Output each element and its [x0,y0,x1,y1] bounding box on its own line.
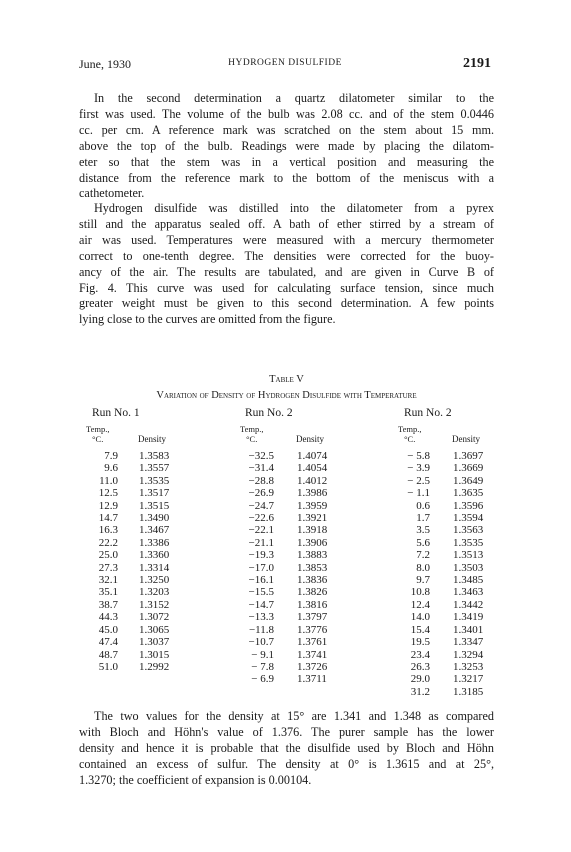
temp-header-run-2 [240,425,263,444]
density-cell: 1.3314 [139,561,170,574]
text-line: Hydrogen disulfide was distilled into the dilatometer from a pyrex [94,201,494,215]
temperature-cell: 44.3 [98,611,118,624]
text-line: density and hence it is probable that the disulfide used by Bloch and Höhn [79,740,494,755]
density-cell: 1.3741 [297,648,328,661]
density-cell: 1.3906 [297,536,328,549]
text-line: first was used. The volume of the bulb was 2.08 cc. and of the stem 0.0446 [79,106,494,121]
temperature-cell: −11.8 [248,623,274,636]
text-line: eter so that the stem was in a vertical position and measuring the [79,154,494,169]
density-cell: 1.3669 [453,462,484,475]
text-line: above the top of the bulb. Readings were made by placing the dilatom- [79,138,494,153]
temperature-cell: 47.4 [98,636,118,649]
density-cell: 1.3836 [297,574,328,587]
text-line: greater weight must be given to this second determination. A few points [79,296,494,311]
temperature-cell: 14.0 [410,611,430,624]
density-cell: 1.3726 [297,660,328,673]
density-cell: 1.3442 [453,598,484,611]
density-cell: 1.3535 [453,536,484,549]
text-line: 1.3270; the coefficient of expansion is 0.00104. [79,772,312,787]
temperature-cell: 32.1 [98,574,118,587]
temp-column-run-2 [230,450,274,686]
density-cell: 1.3826 [297,586,328,599]
density-cell: 1.3517 [139,487,170,500]
paragraph-dilatometer [79,91,494,202]
temp-header-unit: °C. [246,433,258,444]
density-cell: 1.3072 [139,611,170,624]
density-header-run-2: Density [296,434,324,444]
density-cell: 1.3583 [139,450,170,462]
temperature-cell: 23.4 [410,648,430,661]
density-header-run-3: Density [452,434,480,444]
density-cell: 1.3503 [453,561,484,574]
density-cell: 1.3217 [453,673,484,686]
temp-column-run-1 [76,450,118,673]
temperature-cell: −17.0 [248,561,274,574]
running-title: HYDROGEN DISULFIDE [228,58,342,68]
temperature-cell: 3.5 [416,524,430,537]
temperature-cell: −15.5 [248,586,274,599]
density-cell: 1.3776 [297,623,328,636]
text-line: ancy of the air. The results are tabulated, and are given in Curve B of [79,264,494,279]
density-cell: 1.3360 [139,549,170,562]
density-cell: 1.3557 [139,462,170,475]
density-header-run-1: Density [138,434,166,444]
density-cell: 1.3401 [453,623,484,636]
density-cell: 1.3386 [139,536,170,549]
table-title: Variation of Density of Hydrogen Disulfide with Temperature [156,390,417,401]
text-line: contained an excess of sulfur. The density at 0° is 1.3615 and at 25°, [79,756,494,771]
temperature-cell: 15.4 [410,623,430,636]
density-column-run-2 [297,450,347,686]
temperature-cell: 51.0 [98,660,118,673]
temperature-cell: 25.0 [98,549,118,562]
density-cell: 1.3485 [453,574,484,587]
density-cell: 1.3649 [453,474,484,487]
temperature-cell: − 2.5 [407,474,430,487]
temp-header-label: Temp., [240,424,264,434]
text-line: lying close to the curves are omitted from the figure. [79,312,336,327]
temperature-cell: 1.7 [416,512,430,525]
density-cell: 1.3250 [139,574,170,587]
temperature-cell: −16.1 [248,574,274,587]
temp-header-unit: °C. [92,433,104,444]
temperature-cell: 16.3 [98,524,118,537]
temperature-cell: 9.7 [416,574,430,587]
density-cell: 1.3711 [297,673,327,686]
temperature-cell: − 1.1 [407,487,430,500]
temperature-cell: 22.2 [98,536,118,549]
text-line: cc. per cm. A reference mark was scratched on the stem about 15 mm. [79,122,494,137]
density-cell: 1.3853 [297,561,328,574]
run-header-1: Run No. 1 [92,407,140,419]
temperature-cell: 12.4 [410,598,430,611]
temp-column-run-3 [386,450,430,698]
temperature-cell: − 6.9 [251,673,274,686]
density-cell: 1.3596 [453,499,484,512]
density-cell: 1.3635 [453,487,484,500]
density-cell: 1.3513 [453,549,484,562]
temperature-cell: −10.7 [248,636,274,649]
temperature-cell: 35.1 [98,586,118,599]
temperature-cell: 7.9 [104,450,118,462]
temp-header-unit: °C. [404,433,416,444]
temperature-cell: 27.3 [98,561,118,574]
text-line: with Bloch and Höhn's value of 1.376. The purer sample has the lower [79,724,494,739]
temperature-cell: 26.3 [410,660,430,673]
density-cell: 1.3185 [453,685,484,698]
temperature-cell: 8.0 [416,561,430,574]
paragraph-comparison [79,709,494,789]
issue-date: June, 1930 [79,57,131,71]
temp-header-label: Temp., [398,424,422,434]
run-header-3: Run No. 2 [404,407,452,419]
temperature-cell: 7.2 [416,549,430,562]
temp-header-label: Temp., [86,424,110,434]
density-cell: 1.3959 [297,499,328,512]
table-caption: Table V [269,374,304,385]
temperature-cell: 5.6 [416,536,430,549]
density-cell: 1.3467 [139,524,170,537]
temperature-cell: 31.2 [410,685,430,698]
temperature-cell: −22.6 [248,512,274,525]
temp-header-run-3 [398,425,421,444]
temperature-cell: −19.3 [248,549,274,562]
temperature-cell: 9.6 [104,462,118,475]
text-line: distance from the reference mark to the bottom of the meniscus with a [79,170,494,185]
temperature-cell: − 7.8 [251,660,274,673]
density-cell: 1.3797 [297,611,328,624]
density-cell: 1.3761 [297,636,328,649]
temperature-cell: 45.0 [98,623,118,636]
temperature-cell: 29.0 [410,673,430,686]
temperature-cell: −22.1 [248,524,274,537]
density-cell: 1.3152 [139,598,170,611]
temperature-cell: 11.0 [99,474,118,487]
temperature-cell: 14.7 [98,512,118,525]
temperature-cell: −31.4 [248,462,274,475]
density-cell: 1.4012 [297,474,328,487]
running-head [79,57,491,73]
density-cell: 1.3883 [297,549,328,562]
density-cell: 1.3921 [297,512,328,525]
temperature-cell: − 3.9 [407,462,430,475]
temperature-cell: −26.9 [248,487,274,500]
density-cell: 1.4054 [297,462,328,475]
temperature-cell: 12.5 [98,487,118,500]
text-line: The two values for the density at 15° are 1.341 and 1.348 as compared [94,709,494,723]
temperature-cell: −28.8 [248,474,274,487]
temperature-cell: 48.7 [98,648,118,661]
density-cell: 1.2992 [139,660,170,673]
temperature-cell: −21.1 [248,536,274,549]
paragraph-distillation [79,201,494,328]
temperature-cell: 10.8 [410,586,430,599]
density-column-run-1 [139,450,189,673]
temperature-cell: −14.7 [248,598,274,611]
density-cell: 1.3419 [453,611,484,624]
text-line: air was used. Temperatures were measured with a mercury thermometer [79,232,494,247]
density-cell: 1.3515 [139,499,170,512]
temperature-cell: 12.9 [98,499,118,512]
density-cell: 1.3015 [139,648,170,661]
density-cell: 1.3037 [139,636,170,649]
temperature-cell: − 5.8 [407,450,430,462]
temperature-cell: 19.5 [410,636,430,649]
density-cell: 1.3463 [453,586,484,599]
density-cell: 1.4074 [297,450,328,462]
temperature-cell: −13.3 [248,611,274,624]
density-cell: 1.3594 [453,512,484,525]
text-line: still and the apparatus sealed off. A bath of ether stirred by a stream of [79,216,494,231]
temp-header-run-1 [86,425,109,444]
density-column-run-3 [453,450,503,698]
page-number: 2191 [463,56,491,71]
density-cell: 1.3203 [139,586,170,599]
density-cell: 1.3918 [297,524,328,537]
density-cell: 1.3816 [297,598,328,611]
density-cell: 1.3490 [139,512,170,525]
text-line: Fig. 4. This curve was used for calculating surface tension, since much [79,280,494,295]
text-line: correct to one-tenth degree. The densities were corrected for the buoy- [79,248,494,263]
density-cell: 1.3253 [453,660,484,673]
temperature-cell: − 9.1 [251,648,274,661]
run-header-2: Run No. 2 [245,407,293,419]
text-line: In the second determination a quartz dilatometer similar to the [94,91,494,105]
temperature-cell: 0.6 [416,499,430,512]
temperature-cell: −24.7 [248,499,274,512]
text-line: cathetometer. [79,186,145,201]
temperature-cell: −32.5 [248,450,274,462]
temperature-cell: 38.7 [98,598,118,611]
density-cell: 1.3535 [139,474,170,487]
density-cell: 1.3986 [297,487,328,500]
density-cell: 1.3697 [453,450,484,462]
density-cell: 1.3563 [453,524,484,537]
density-cell: 1.3347 [453,636,484,649]
density-cell: 1.3294 [453,648,484,661]
density-cell: 1.3065 [139,623,170,636]
